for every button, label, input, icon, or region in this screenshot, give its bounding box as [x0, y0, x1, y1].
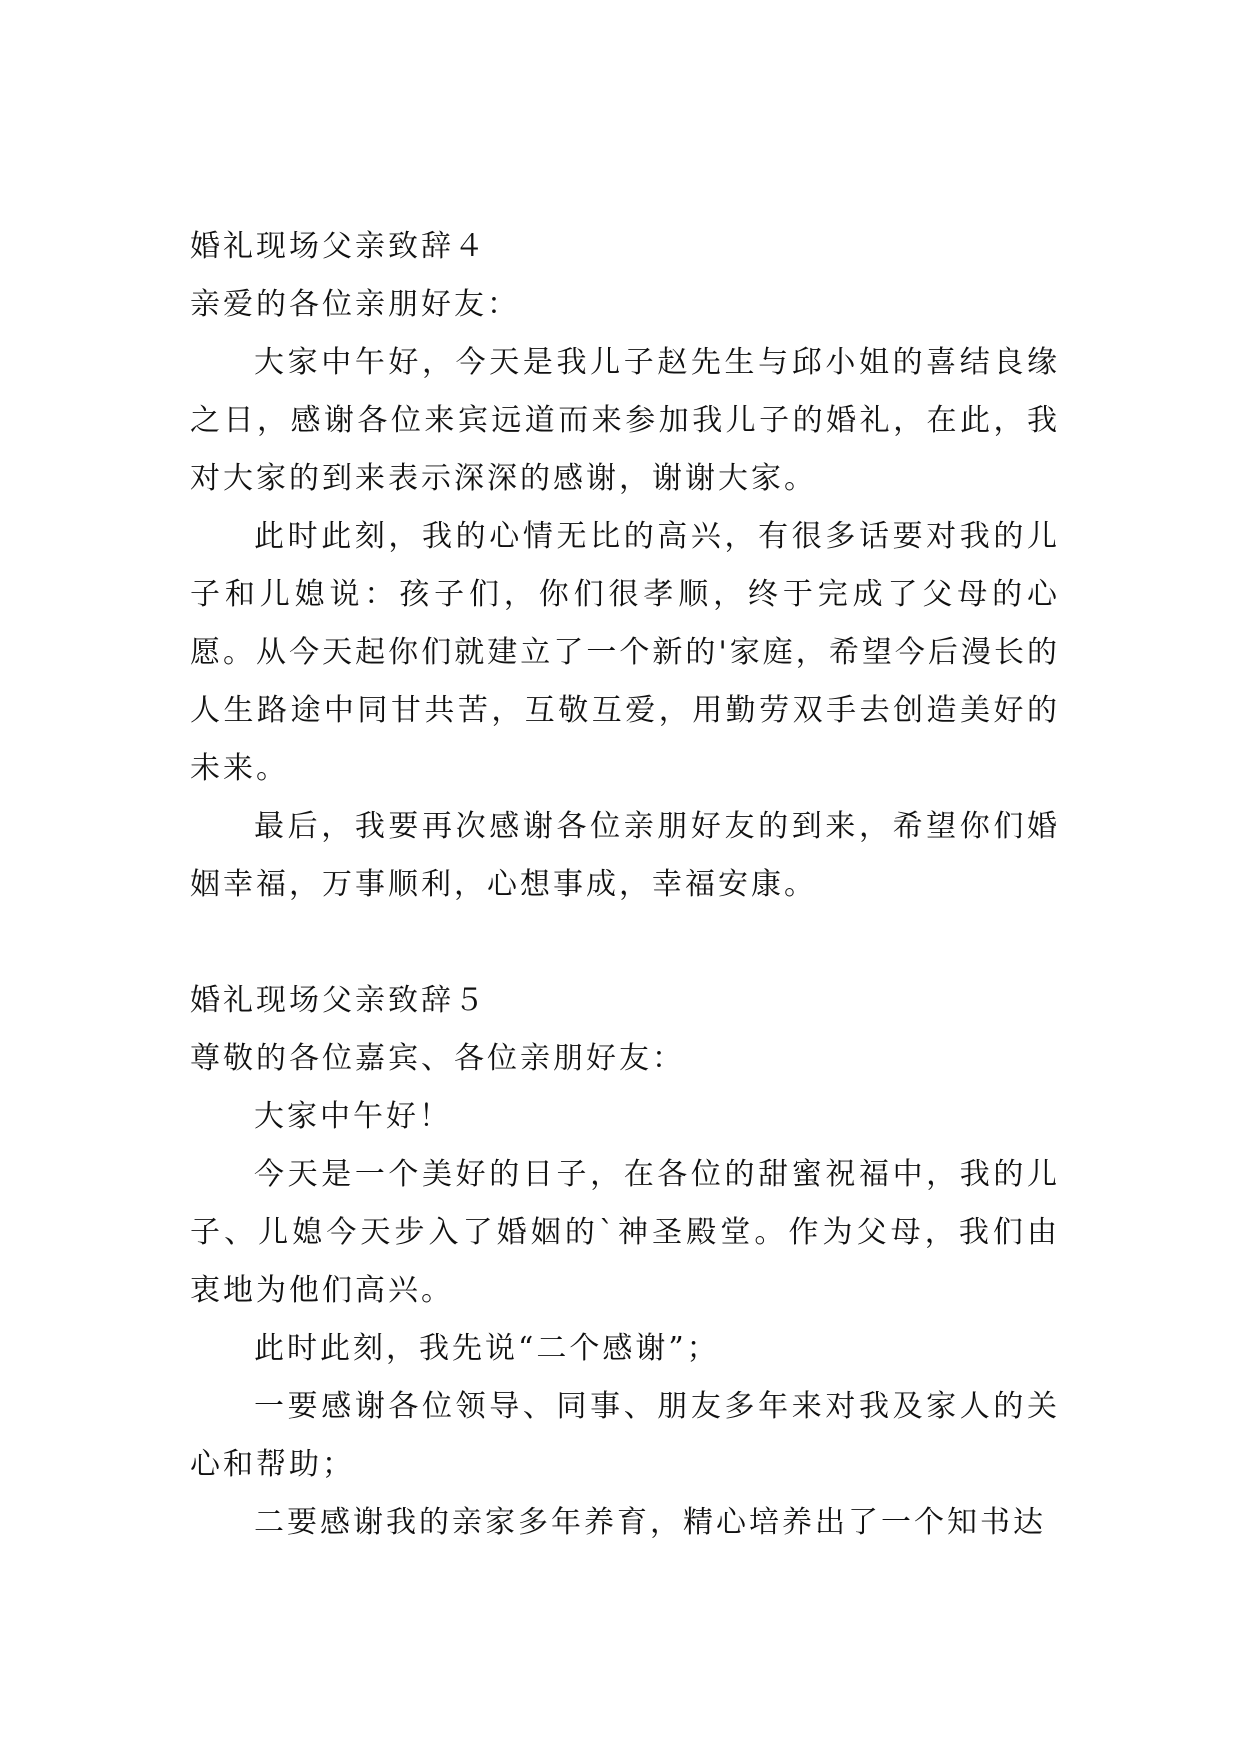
paragraph: 此时此刻，我先说“二个感谢”；: [254, 1331, 720, 1366]
paragraph: 大家中午好，今天是我儿子赵先生与邱小姐的喜结良缘之日，感谢各位来宾远道而来参加我儿子的婚礼，在此，我对大家的到来表示深深的感谢，谢谢大家。: [190, 345, 1060, 496]
section-spacer: [190, 914, 1060, 972]
paragraph: 此时此刻，我的心情无比的高兴，有很多话要对我的儿子和儿媳说：孩子们，你们很孝顺，终于完成了父母的心愿。从今天起你们就建立了一个新的'家庭，希望今后漫长的人生路途中同甘共苦，互敬互爱，用勤劳双手去创造美好的未来。: [190, 519, 1060, 786]
section-title: 婚礼现场父亲致辞５: [190, 983, 487, 1018]
section-title: 婚礼现场父亲致辞４: [190, 229, 487, 264]
paragraph: 一要感谢各位领导、同事、朋友多年来对我及家人的关心和帮助；: [190, 1389, 1060, 1482]
salutation: 尊敬的各位嘉宾、各位亲朋好友：: [190, 1041, 685, 1076]
salutation: 亲爱的各位亲朋好友：: [190, 287, 520, 322]
speech-section-5: [190, 972, 1060, 1552]
paragraph: 大家中午好！: [254, 1099, 452, 1134]
paragraph: 今天是一个美好的日子，在各位的甜蜜祝福中，我的儿子、儿媳今天步入了婚姻的`神圣殿堂。作为父母，我们由衷地为他们高兴。: [190, 1157, 1060, 1308]
paragraph: 二要感谢我的亲家多年养育，精心培养出了一个知书达: [254, 1505, 1046, 1540]
paragraph: 最后，我要再次感谢各位亲朋好友的到来，希望你们婚姻幸福，万事顺利，心想事成，幸福安康。: [190, 809, 1060, 902]
document-body: [190, 218, 1060, 1552]
speech-section-4: [190, 218, 1060, 914]
